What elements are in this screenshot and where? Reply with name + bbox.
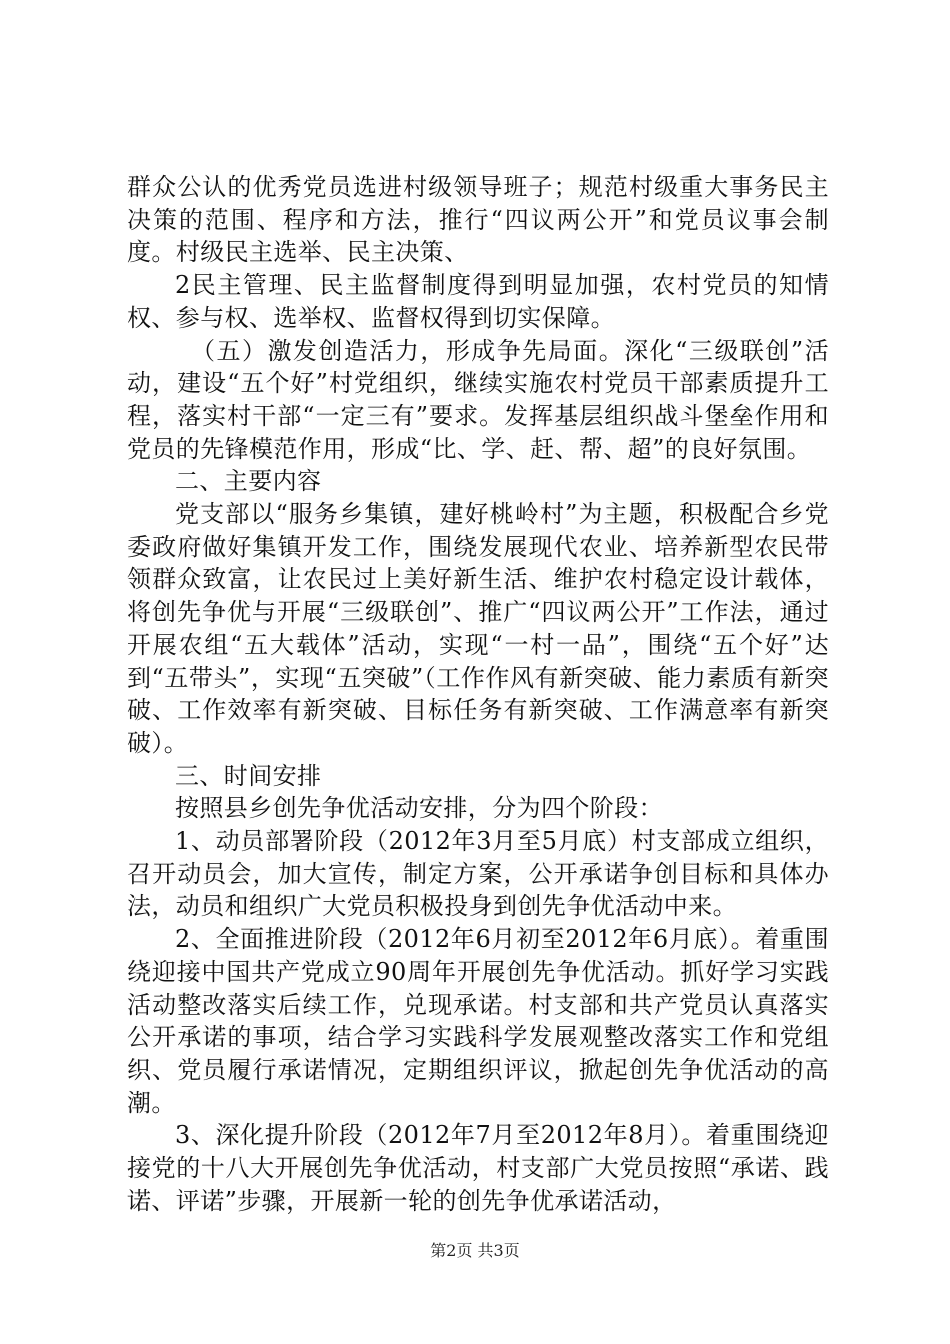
paragraph: 群众公认的优秀党员选进村级领导班子；规范村级重大事务民主决策的范围、程序和方法，推行“四议两公开”和党员议事会制度。村级民主选举、民主决策、: [127, 173, 829, 267]
section-heading: 二、主要内容: [175, 467, 322, 496]
document-body: [127, 171, 829, 1218]
paragraph: 2民主管理、民主监督制度得到明显加强，农村党员的知情权、参与权、选举权、监督权得到切实保障。: [127, 271, 829, 332]
paragraph: 按照县乡创先争优活动安排，分为四个阶段：: [175, 794, 663, 823]
paragraph: 1、动员部署阶段（2012年3月至5月底）村支部成立组织，召开动员会，加大宣传，制定方案，公开承诺争创目标和具体办法，动员和组织广大党员积极投身到创先争优活动中来。: [127, 827, 829, 921]
section-heading: 三、时间安排: [175, 761, 322, 790]
paragraph: 2、全面推进阶段（2012年6月初至2012年6月底）。着重围绕迎接中国共产党成立90周年开展创先争优活动。抓好学习实践活动整改落实后续工作，兑现承诺。村支部和共产党员认真落实公开承诺的事项，结合学习实践科学发展观整改落实工作和党组织、党员履行承诺情况，定期组织评议，掀起创先争优活动的高潮。: [127, 925, 829, 1117]
paragraph: （五）激发创造活力，形成争先局面。深化“三级联创”活动，建设“五个好”村党组织，继续实施农村党员干部素质提升工程，落实村干部“一定三有”要求。发挥基层组织战斗堡垒作用和党员的先锋模范作用，形成“比、学、赶、帮、超”的良好氛围。: [127, 336, 829, 463]
paragraph: 3、深化提升阶段（2012年7月至2012年8月）。着重围绕迎接党的十八大开展创先争优活动，村支部广大党员按照“承诺、践诺、评诺”步骤，开展新一轮的创先争优承诺活动，: [127, 1121, 829, 1215]
paragraph: 党支部以“服务乡集镇，建好桃岭村”为主题，积极配合乡党委政府做好集镇开发工作，围绕发展现代农业、培养新型农民带领群众致富，让农民过上美好新生活、维护农村稳定设计载体，将创先争优与开展“三级联创”、推广“四议两公开”工作法，通过开展农组“五大载体”活动，实现“一村一品”，围绕“五个好”达到“五带头”，实现“五突破”（工作作风有新突破、能力素质有新突破、工作效率有新突破、目标任务有新突破、工作满意率有新突破）。: [127, 500, 829, 757]
page-footer: 第2页 共3页: [430, 1241, 520, 1260]
